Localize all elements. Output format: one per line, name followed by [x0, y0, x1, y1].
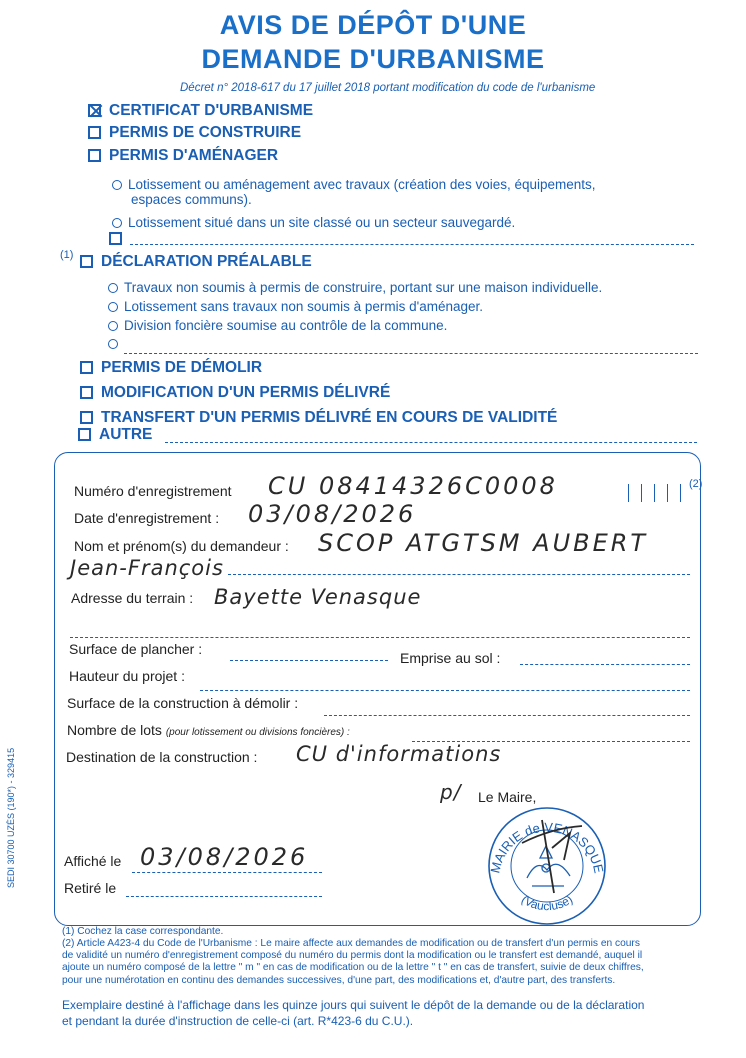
sub-option-lotissement-travaux-cont: espaces communs).: [131, 192, 252, 207]
maire-prefix: p/: [440, 780, 462, 804]
date-value[interactable]: 03/08/2026: [248, 500, 417, 528]
footer-line-1: Exemplaire destiné à l'affichage dans les quinze jours qui suivent le dépôt de la demande ou de la déclaration: [62, 998, 645, 1012]
dotted-line: [200, 690, 690, 691]
destination-value[interactable]: CU d'informations: [296, 742, 502, 766]
checkbox-icon[interactable]: [78, 428, 91, 441]
emprise-label: Emprise au sol :: [400, 650, 501, 666]
demolir-label: Surface de la construction à démolir :: [67, 695, 299, 711]
dotted-line: [228, 574, 690, 575]
checkbox-icon[interactable]: [88, 149, 101, 162]
checkbox-icon[interactable]: [80, 255, 93, 268]
dotted-line: [126, 896, 322, 897]
title-line-1: AVIS DE DÉPÔT D'UNE: [219, 10, 527, 40]
option-permis-construire[interactable]: PERMIS DE CONSTRUIRE: [88, 124, 301, 142]
radio-icon[interactable]: [112, 180, 122, 190]
radio-icon[interactable]: [108, 302, 118, 312]
radio-icon[interactable]: [108, 321, 118, 331]
sub-option-site-classe[interactable]: Lotissement situé dans un site classé ou un secteur sauvegardé.: [112, 215, 515, 230]
sub-option-travaux-maison[interactable]: Travaux non soumis à permis de construire, portant sur une maison individuelle.: [108, 280, 602, 295]
note-2-line-3: ajoute un numéro composé de la lettre " m " en cas de modification ou de la lettre " t " en cas de transfert, suivie de deux chiffres,: [62, 962, 644, 973]
sub-option-lotissement-travaux[interactable]: Lotissement ou aménagement avec travaux (création des voies, équipements,: [112, 177, 596, 192]
checkbox-icon[interactable]: [80, 361, 93, 374]
maire-label: Le Maire,: [478, 789, 537, 805]
dotted-line: [230, 660, 388, 661]
dotted-line: [165, 442, 697, 443]
checkbox-icon[interactable]: [88, 126, 101, 139]
date-label: Date d'enregistrement :: [74, 510, 220, 526]
stamp-bottom-text: (Vaucluse): [518, 892, 576, 914]
sub-option-lotissement-sans-travaux[interactable]: Lotissement sans travaux non soumis à permis d'aménager.: [108, 299, 483, 314]
side-printer-code: SEDI 30700 UZÈS (190*) - 329415: [6, 747, 16, 888]
hauteur-label: Hauteur du projet :: [69, 668, 185, 684]
option-certificat-urbanisme[interactable]: CERTIFICAT D'URBANISME: [88, 102, 313, 120]
dotted-line: [130, 244, 694, 245]
dotted-line: [132, 872, 322, 873]
note-2-line-4: pour une numérotation en continu des demandes successives, d'une part, des modifications et, d'autre part, des transferts.: [62, 975, 616, 986]
checkbox-icon[interactable]: [109, 232, 122, 245]
option-transfert-permis[interactable]: TRANSFERT D'UN PERMIS DÉLIVRÉ EN COURS DE VALIDITÉ: [80, 409, 557, 427]
dotted-line: [324, 715, 690, 716]
dotted-line: [124, 353, 698, 354]
surface-label: Surface de plancher :: [69, 641, 203, 657]
mairie-stamp: [482, 798, 612, 928]
radio-icon[interactable]: [112, 218, 122, 228]
num-value[interactable]: CU 08414326C0008: [268, 472, 558, 500]
radio-icon[interactable]: [108, 339, 118, 349]
option-permis-demolir[interactable]: PERMIS DE DÉMOLIR: [80, 359, 262, 377]
affiche-value[interactable]: 03/08/2026: [140, 843, 309, 871]
checkbox-icon[interactable]: [80, 386, 93, 399]
num-extra-boxes[interactable]: [616, 484, 681, 507]
num-label: Numéro d'enregistrement: [74, 483, 232, 499]
radio-icon[interactable]: [108, 283, 118, 293]
affiche-label: Affiché le: [64, 853, 122, 869]
lots-label: Nombre de lots (pour lotissement ou divisions foncières) :: [67, 722, 350, 738]
checkbox-icon[interactable]: [80, 411, 93, 424]
lots-note: (pour lotissement ou divisions foncières) :: [165, 727, 350, 738]
option-modification-permis[interactable]: MODIFICATION D'UN PERMIS DÉLIVRÉ: [80, 384, 390, 402]
stamp-top-text: MAIRIE de VENASQUE: [487, 819, 607, 875]
option-permis-amenager[interactable]: PERMIS D'AMÉNAGER: [88, 147, 278, 165]
adresse-label: Adresse du terrain :: [71, 590, 194, 606]
adresse-value[interactable]: Bayette Venasque: [214, 585, 422, 609]
sub-option-dp-other[interactable]: [108, 336, 124, 351]
note-1: (1) Cochez la case correspondante.: [62, 926, 224, 937]
nom-value-line2[interactable]: Jean-François: [70, 556, 224, 580]
option-autre[interactable]: AUTRE: [78, 426, 152, 444]
checkbox-checked-icon[interactable]: [88, 104, 101, 117]
dotted-line: [70, 637, 690, 638]
dotted-line: [520, 664, 690, 665]
stamp-emblem: [527, 846, 570, 886]
retire-label: Retiré le: [64, 880, 117, 896]
dp-note-ref: (1): [60, 249, 74, 261]
destination-label: Destination de la construction :: [66, 749, 258, 765]
option-pa-other[interactable]: [109, 230, 122, 248]
note-2-line-2: de validité un numéro d'enregistrement composé du numéro du permis dont la modification ou le transfert est demandé, auquel il: [62, 950, 643, 961]
num-note-ref: (2): [689, 478, 703, 490]
footer-line-2: et pendant la durée d'instruction de celle-ci (art. R*423-6 du C.U.).: [62, 1014, 414, 1028]
decret-reference: Décret n° 2018-617 du 17 juillet 2018 portant modification du code de l'urbanisme: [180, 82, 596, 94]
title-line-2: DEMANDE D'URBANISME: [201, 44, 545, 74]
note-2-line-1: (2) Article A423-4 du Code de l'Urbanisme : Le maire affecte aux demandes de modification ou de transfert d'un permis en cours: [62, 938, 640, 949]
nom-label: Nom et prénom(s) du demandeur :: [74, 538, 289, 554]
option-declaration-prealable[interactable]: DÉCLARATION PRÉALABLE: [80, 253, 312, 271]
nom-value[interactable]: SCOP ATGTSM AUBERT: [318, 529, 649, 557]
sub-option-division-fonciere[interactable]: Division foncière soumise au contrôle de la commune.: [108, 318, 447, 333]
